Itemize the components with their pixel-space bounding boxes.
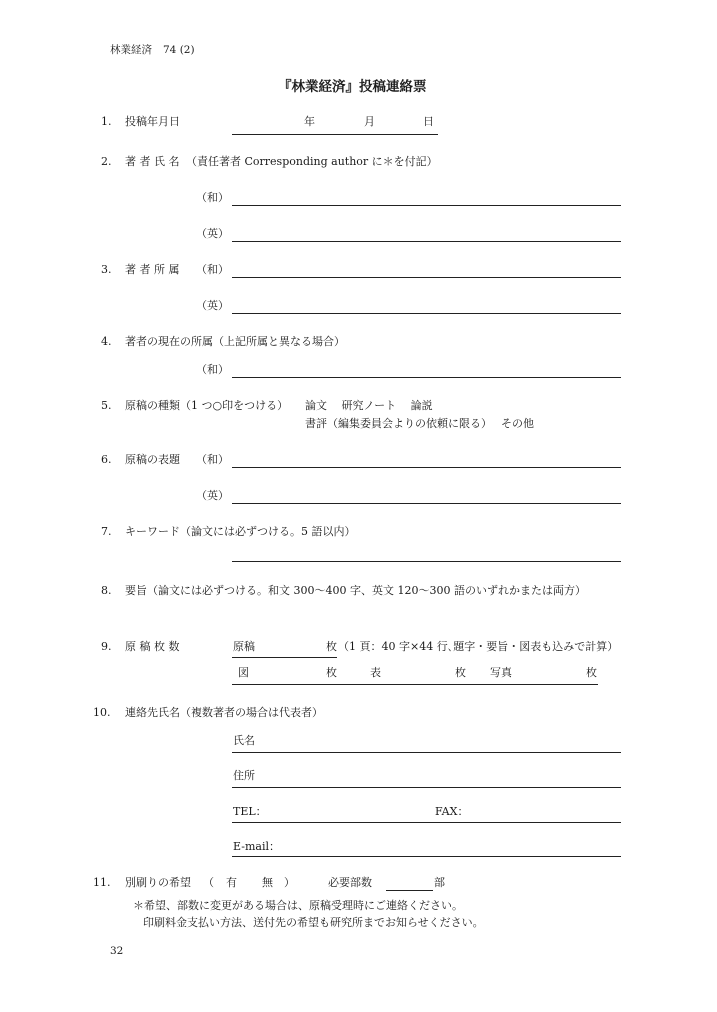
manuscript-label: 原稿 (233, 640, 255, 653)
day-label: 日 (423, 115, 434, 128)
item-10-label: 連絡先氏名（複数著者の場合は代表者） (125, 706, 323, 719)
photo-label: 写真 (490, 666, 512, 679)
copies-field[interactable] (386, 890, 433, 891)
page-number: 32 (110, 945, 124, 957)
figure-table-photo-count-field[interactable] (232, 684, 598, 685)
title-en-field[interactable] (232, 503, 621, 504)
table-unit: 枚 (455, 666, 466, 679)
reprint-note-2: 印刷料金支払い方法、送付先の希望も研究所までお知らせください。 (143, 916, 484, 929)
manuscript-unit: 枚 (326, 640, 337, 653)
item-3-label: 著 者 所 属 (125, 263, 180, 276)
form-title: 『林業経済』投稿連絡票 (278, 79, 427, 95)
affiliation-ja-label: （和） (196, 263, 229, 276)
manuscript-count-field[interactable] (232, 657, 337, 658)
item-9-label: 原 稿 枚 数 (125, 640, 180, 653)
fax-label: FAX： (435, 805, 469, 818)
type-options-line-2[interactable]: 書評（編集委員会よりの依頼に限る） その他 (305, 417, 534, 430)
affiliation-en-field[interactable] (232, 313, 621, 314)
table-label: 表 (370, 666, 381, 679)
copies-label: 必要部数 (328, 876, 372, 889)
item-11-label: 別刷りの希望 (125, 876, 191, 889)
running-journal-name: 林業経済 (110, 44, 152, 56)
copies-unit: 部 (434, 876, 445, 889)
author-name-ja-label: （和） (196, 191, 229, 204)
affiliation-en-label: （英） (196, 299, 229, 312)
author-name-en-field[interactable] (232, 241, 621, 242)
reprint-note-1: ＊希望、部数に変更がある場合は、原稿受理時にご連絡ください。 (133, 899, 463, 912)
month-label: 月 (364, 115, 375, 128)
item-7-label: キーワード（論文には必ずつける。5 語以内） (125, 525, 356, 538)
item-1-number: 1. (101, 115, 112, 128)
item-6-number: 6. (101, 453, 112, 466)
reprint-yes-option[interactable]: 有 (226, 876, 237, 889)
figure-label: 図 (238, 666, 249, 679)
current-affiliation-ja-field[interactable] (232, 377, 621, 378)
running-volume: 74 (2) (163, 44, 195, 56)
photo-unit: 枚 (586, 666, 597, 679)
title-en-label: （英） (196, 489, 229, 502)
item-5-label: 原稿の種類（1 つ○印をつける） (125, 399, 289, 412)
address-label: 住所 (233, 769, 255, 782)
item-1-label: 投稿年月日 (125, 115, 180, 128)
item-4-label: 著者の現在の所属（上記所属と異なる場合） (125, 335, 345, 348)
item-10-number: 10. (93, 706, 111, 719)
item-11-number: 11. (93, 876, 111, 889)
item-9-number: 9. (101, 640, 112, 653)
contact-name-field[interactable] (232, 752, 621, 753)
item-2-number: 2. (101, 155, 112, 168)
keywords-field[interactable] (232, 561, 621, 562)
tel-fax-field[interactable] (232, 822, 621, 823)
item-6-label: 原稿の表題 (125, 453, 180, 466)
item-4-number: 4. (101, 335, 112, 348)
submission-date-field[interactable] (232, 134, 438, 135)
author-name-ja-field[interactable] (232, 205, 621, 206)
affiliation-ja-field[interactable] (232, 277, 621, 278)
title-ja-label: （和） (196, 453, 229, 466)
year-label: 年 (304, 115, 315, 128)
figure-unit: 枚 (326, 666, 337, 679)
item-8-number: 8. (101, 584, 112, 597)
page-count-note: （1 頁：40 字×44 行､題字・要旨・図表も込みで計算） (338, 640, 619, 653)
reprint-no-option[interactable]: 無 (262, 876, 273, 889)
item-3-number: 3. (101, 263, 112, 276)
tel-label: TEL： (233, 805, 267, 818)
item-5-number: 5. (101, 399, 112, 412)
email-field[interactable] (232, 856, 621, 857)
type-options-line-1[interactable]: 論文 研究ノート 論説 (305, 399, 433, 412)
contact-name-label: 氏名 (233, 734, 255, 747)
reprint-open-paren: （ (203, 876, 214, 889)
email-label: E-mail： (233, 840, 280, 853)
author-name-en-label: （英） (196, 227, 229, 240)
current-affiliation-ja-label: （和） (196, 363, 229, 376)
item-2-note: （責任著者 Corresponding author に＊を付記） (186, 155, 438, 168)
reprint-close-paren: ） (284, 876, 295, 889)
item-7-number: 7. (101, 525, 112, 538)
item-2-label: 著 者 氏 名 (125, 155, 180, 168)
address-field[interactable] (232, 787, 621, 788)
title-ja-field[interactable] (232, 467, 621, 468)
item-8-label: 要旨（論文には必ずつける。和文 300～400 字、英文 120～300 語のいずれかまたは両方） (125, 584, 586, 597)
